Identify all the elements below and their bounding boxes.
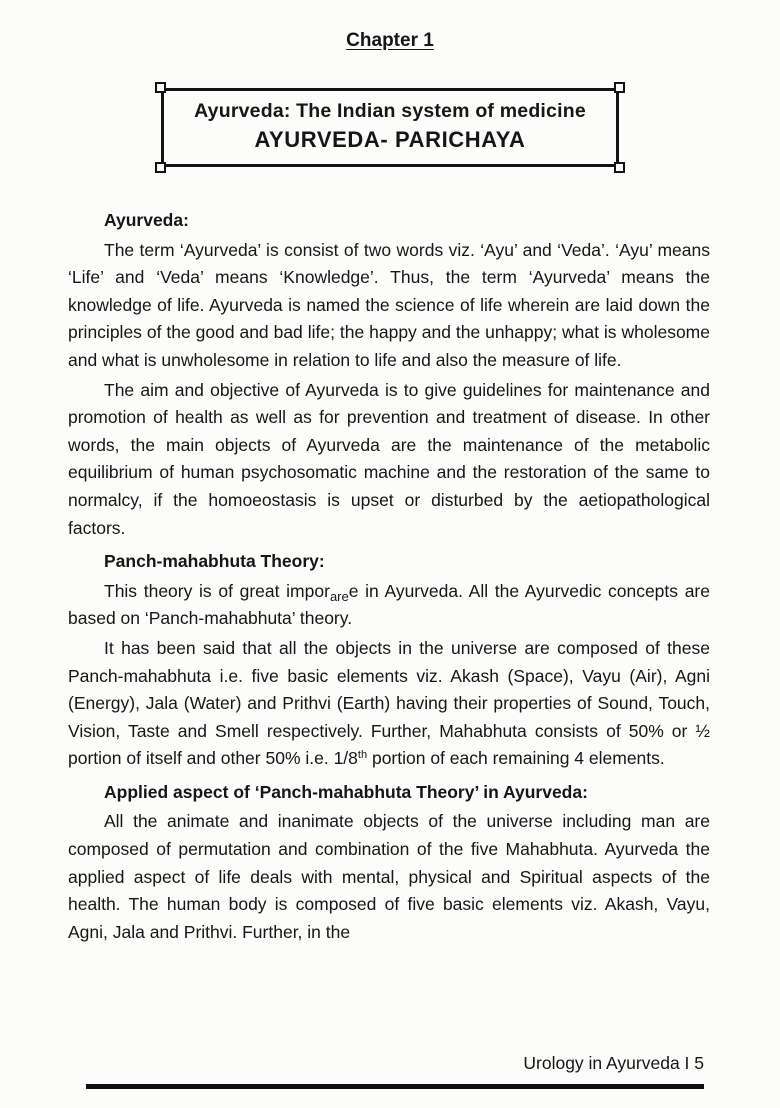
para3-text-1: This theory is of great impor: [104, 580, 330, 601]
box-corner-ornament-top-right: [614, 82, 625, 93]
paragraph-five-elements: [68, 635, 710, 773]
book-title-english: Ayurveda: The Indian system of medicine: [194, 100, 586, 122]
paragraph-term-ayurveda: The term ‘Ayurveda’ is consist of two words viz. ‘Ayu’ and ‘Veda’. ‘Ayu’ means ‘Life’ and ‘Veda’ means ‘Knowledge’. Thus, the term ‘Ayurveda’ means the knowledge of life. Ayurveda is named the science of life wherein are laid down the principles of the good and bad life; the happy and the unhappy; what is wholesome and what is unwholesome in relation to life and also the measure of life.: [68, 239, 710, 370]
para3-text-2: e in Ayurveda. All the Ayurvedic concepts are based on ‘Panch-mahabhuta’ theory.: [68, 580, 710, 629]
box-corner-ornament-top-left: [155, 82, 166, 93]
chapter-title-text: Chapter 1: [346, 30, 434, 51]
title-box: [161, 88, 619, 167]
paragraph-applied-aspect: All the animate and inanimate objects of the universe including man are composed of permutation and combination of the five Mahabhuta. Ayurveda the applied aspect of life deals with mental, physical and Spiritual aspects of the health. The human body is composed of five basic elements viz. Akash, Vayu, Agni, Jala and Prithvi. Further, in the: [68, 811, 710, 942]
para4-text-2: portion of each remaining 4 elements.: [367, 748, 665, 769]
para4-text-1: It has been said that all the objects in the universe are composed of these Panch-mahabhuta i.e. five basic elements viz. Akash (Space), Vayu (Air), Agni (Energy), Jala (Water) and Prithvi (Earth) having their properties of Sound, Touch, Vision, Taste and Smell respectively. Further, Mahabhuta consists of 50% or ½ portion of itself and other 50% i.e. 1/8: [68, 637, 710, 769]
para3-subscript-print-artifact: are: [329, 588, 349, 604]
section-heading-panch-mahabhuta: Panch-mahabhuta Theory:: [104, 551, 325, 572]
chapter-title: [0, 30, 780, 52]
paragraph-aim-objective: The aim and objective of Ayurveda is to give guidelines for maintenance and promotion of health as well as for prevention and treatment of disease. In other words, the main objects of Ayurveda are the maintenance of the metabolic equilibrium of human psychosomatic machine and the restoration of the same to normalcy, if the homoeostasis is upset or disturbed by the aetiopathological factors.: [68, 379, 710, 538]
page-footer-running-title: Urology in Ayurveda I 5: [523, 1053, 704, 1073]
box-corner-ornament-bottom-left: [155, 162, 166, 173]
footer-rule-bar: [86, 1084, 704, 1089]
para4-ordinal-superscript: th: [357, 749, 368, 762]
box-corner-ornament-bottom-right: [614, 162, 625, 173]
paragraph-panch-theory-intro: [68, 578, 710, 633]
book-title-sanskrit: AYURVEDA- PARICHAYA: [254, 127, 526, 152]
section-heading-applied-aspect: Applied aspect of ‘Panch-mahabhuta Theory’ in Ayurveda:: [104, 781, 588, 802]
section-heading-ayurveda: Ayurveda:: [104, 210, 189, 230]
page-body: [68, 207, 710, 946]
